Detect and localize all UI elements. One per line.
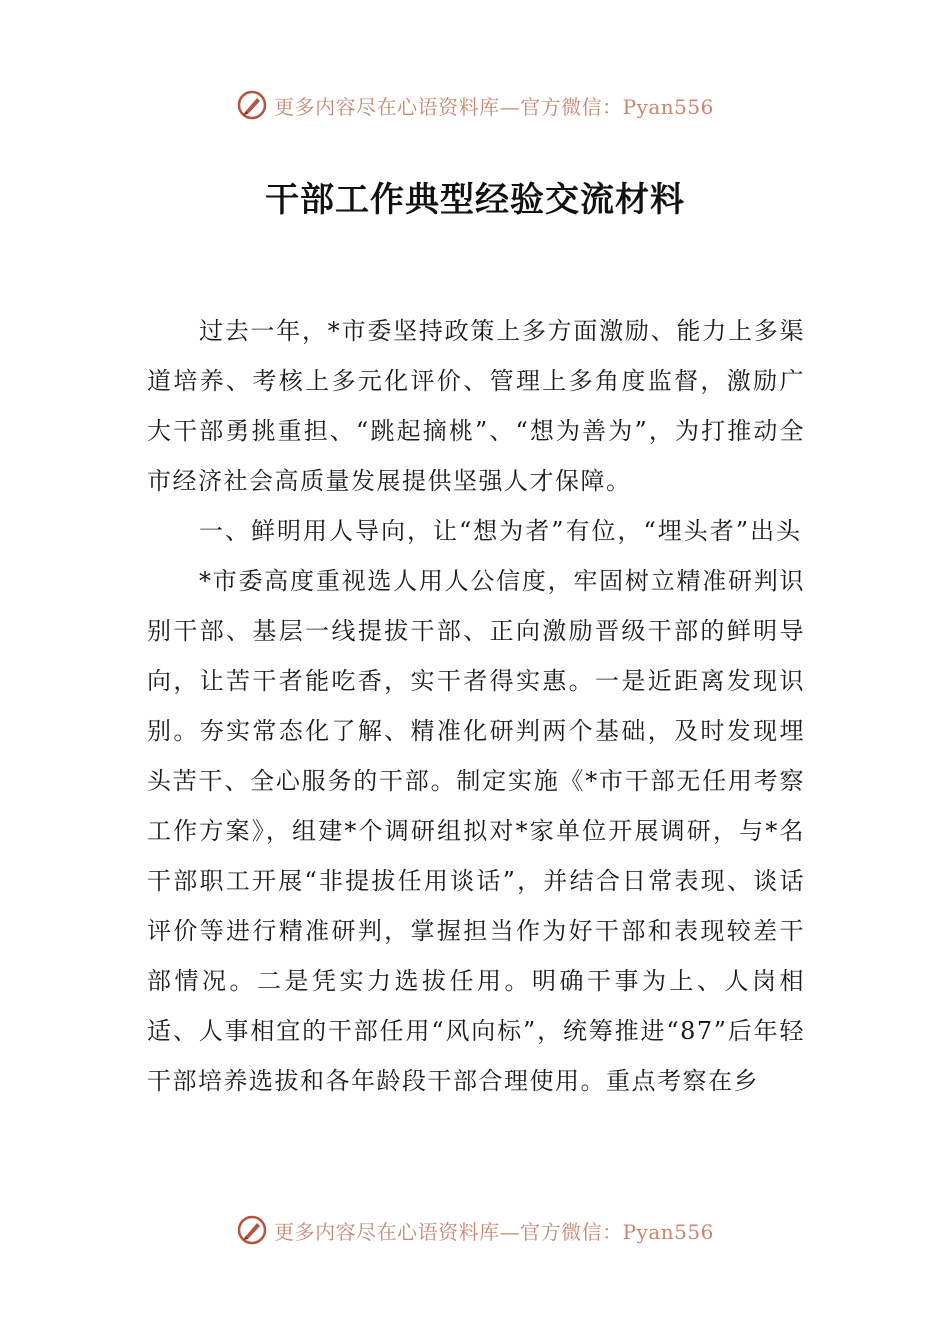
document-title: 干部工作典型经验交流材料 — [265, 180, 685, 220]
paragraph-section-1: *市委高度重视选人用人公信度，牢固树立精准研判识别干部、基层一线提拔干部、正向激励晋级干部的鲜明导向，让苦干者能吃香，实干者得实惠。一是近距离发现识别。夯实常态化了解、精准化研判两个基础，及时发现埋头苦干、全心服务的干部。制定实施《*市干部无任用考察工作方案》，组建*个调研组拟对*家单位开展调研，与*名干部职工开展“非提拔任用谈话”，并结合日常表现、谈话评价等进行精准研判，掌握担当作为好干部和表现较差干部情况。二是凭实力选拔任用。明确干事为上、人岗相适、人事相宜的干部任用“风向标”，统筹推进“87”后年轻干部培养选拔和各年龄段干部合理使用。重点考察在乡 — [147, 567, 805, 1095]
watermark-text: 更多内容尽在心语资料库—官方微信：Pyan556 — [274, 1219, 714, 1244]
section-heading: 一、鲜明用人导向，让“想为者”有位，“埋头者”出头 — [199, 517, 803, 545]
watermark-header — [0, 87, 950, 123]
paragraph-intro: 过去一年，*市委坚持政策上多方面激励、能力上多渠道培养、考核上多元化评价、管理上多角度监督，激励广大干部勇挑重担、“跳起摘桃”、“想为善为”，为打推动全市经济社会高质量发展提供坚强人才保障。 — [147, 317, 805, 495]
document-body — [147, 306, 805, 1106]
pen-logo-icon — [236, 89, 268, 121]
watermark-text: 更多内容尽在心语资料库—官方微信：Pyan556 — [274, 94, 714, 119]
pen-logo-icon — [236, 1214, 268, 1246]
watermark-footer — [0, 1212, 950, 1248]
